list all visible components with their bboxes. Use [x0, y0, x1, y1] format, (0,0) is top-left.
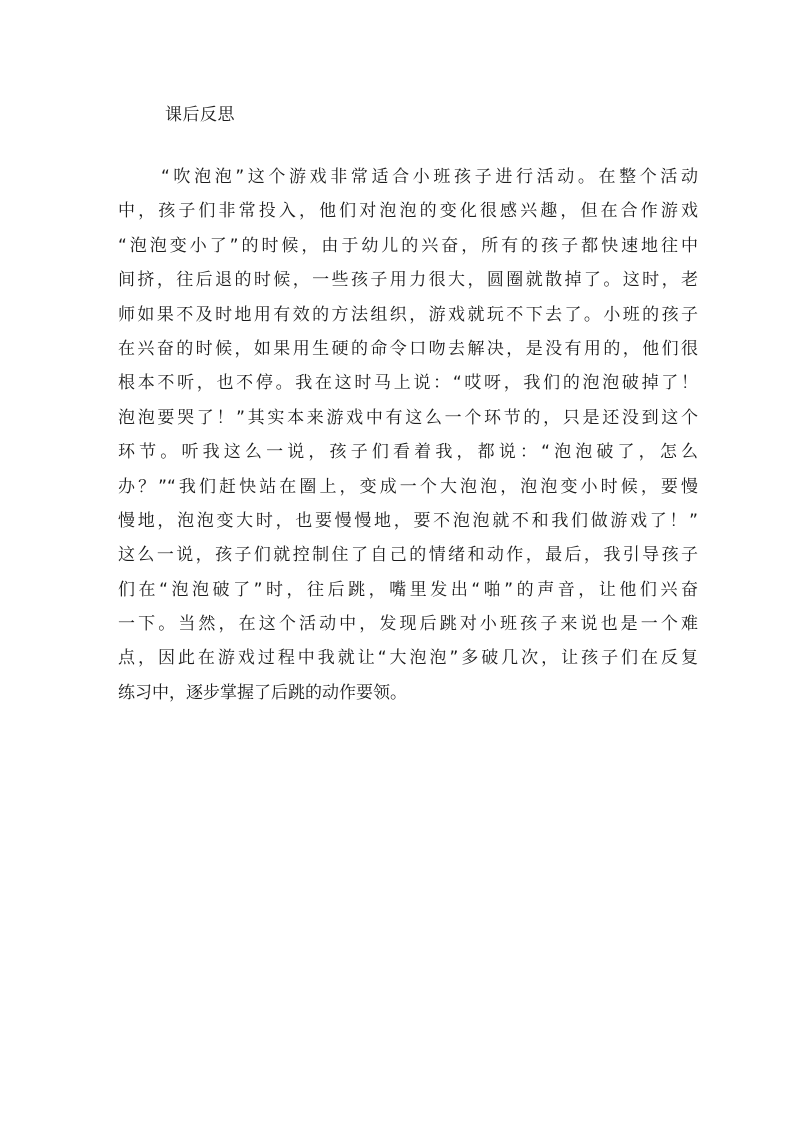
paragraph-line: “泡泡变小了”的时候，由于幼儿的兴奋，所有的孩子都快速地往中 [118, 235, 698, 256]
paragraph-line: 这么一说，孩子们就控制住了自己的情绪和动作，最后，我引导孩子 [118, 545, 698, 566]
paragraph-line: 在兴奋的时候，如果用生硬的命令口吻去解决，是没有用的，他们很 [118, 338, 698, 359]
paragraph-line: 环节。听我这么一说，孩子们看着我，都说：“泡泡破了，怎么 [118, 442, 698, 463]
paragraph-line: 们在“泡泡破了”时，往后跳，嘴里发出“啪”的声音，让他们兴奋 [118, 579, 698, 600]
paragraph-line: 中，孩子们非常投入，他们对泡泡的变化很感兴趣，但在合作游戏 [118, 201, 698, 222]
paragraph-line: 根本不听，也不停。我在这时马上说：“哎呀，我们的泡泡破掉了！ [118, 373, 698, 394]
paragraph-line: 泡泡要哭了！”其实本来游戏中有这么一个环节的，只是还没到这个 [118, 407, 698, 428]
paragraph-line: “吹泡泡”这个游戏非常适合小班孩子进行活动。在整个活动 [161, 167, 698, 187]
paragraph-line: 间挤，往后退的时候，一些孩子用力很大，圆圈就散掉了。这时，老 [118, 270, 698, 291]
paragraph-line: 慢地，泡泡变大时，也要慢慢地，要不泡泡就不和我们做游戏了！” [118, 510, 698, 531]
paragraph-line: 办？”“我们赶快站在圈上，变成一个大泡泡，泡泡变小时候，要慢 [118, 476, 698, 497]
paragraph-line: 一下。当然，在这个活动中，发现后跳对小班孩子来说也是一个难 [118, 614, 698, 635]
paragraph-line: 点，因此在游戏过程中我就让“大泡泡”多破几次，让孩子们在反复 [118, 648, 698, 669]
paragraph-line: 师如果不及时地用有效的方法组织，游戏就玩不下去了。小班的孩子 [118, 304, 698, 325]
section-heading: 课后反思 [165, 105, 235, 125]
paragraph-line: 练习中，逐步掌握了后跳的动作要领。 [118, 682, 407, 703]
reflection-paragraph [118, 160, 698, 710]
